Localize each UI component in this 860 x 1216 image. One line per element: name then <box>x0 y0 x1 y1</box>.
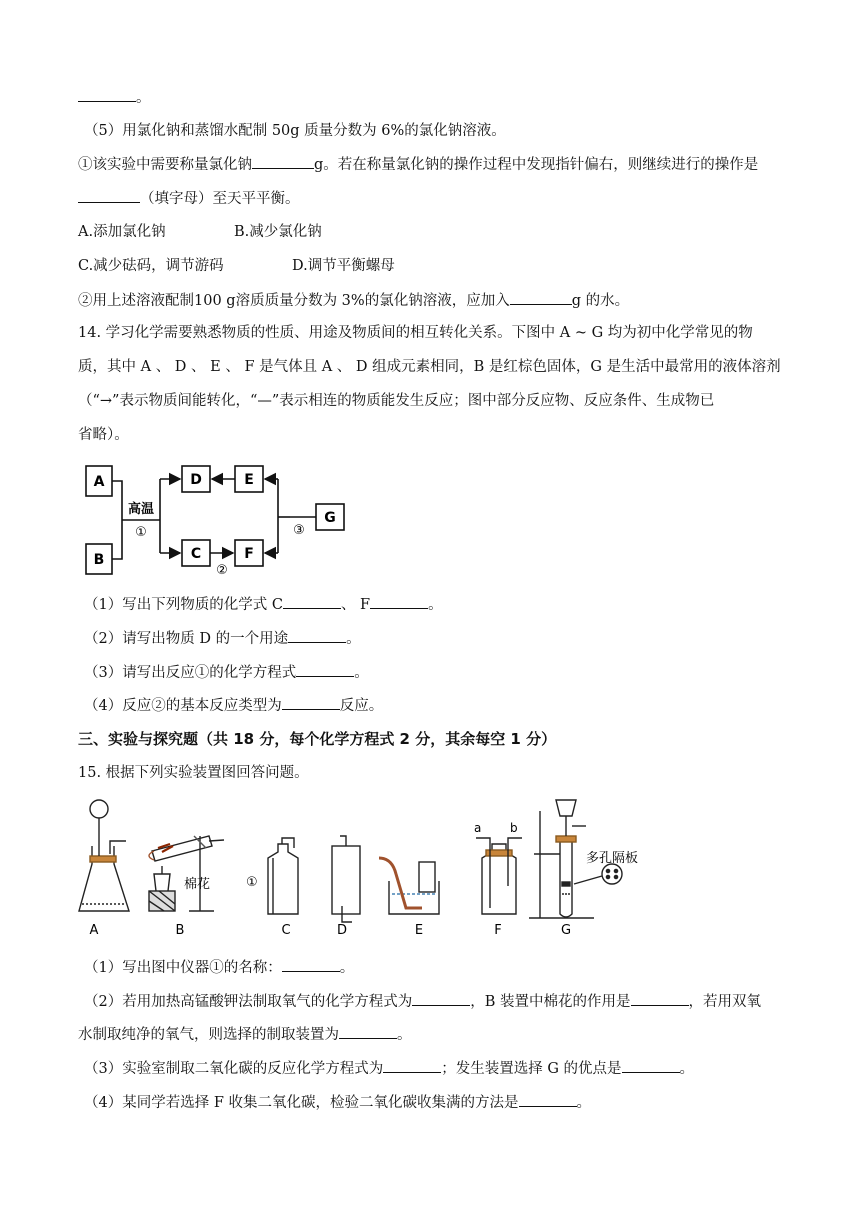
answer-blank[interactable] <box>282 957 340 972</box>
q5-part1: ①该实验中需要称量氯化钠 g。若在称量氯化钠的操作过程中发现指针偏右，则继续进行的操作是 <box>78 154 790 175</box>
answer-blank[interactable] <box>631 991 689 1006</box>
cotton-label: 棉花 <box>184 877 211 892</box>
q5-part2: ②用上述溶液配制100 g溶质质量分数为 3%的氯化钠溶液，应加入 g 的水。 <box>78 290 790 311</box>
answer-blank[interactable] <box>383 1058 441 1073</box>
answer-blank[interactable] <box>370 594 428 609</box>
answer-blank[interactable] <box>510 290 572 305</box>
options-cd <box>78 256 790 276</box>
port-a-label: a <box>474 821 482 835</box>
q15-sub2-cont: 水制取纯净的氧气，则选择的制取装置为 。 <box>78 1024 790 1045</box>
option-a[interactable]: A.添加氯化钠 <box>78 224 166 240</box>
q15-sub2: （2）若用加热高锰酸钾法制取氧气的化学方程式为 ，B 装置中棉花的作用是 ，若用双氧 <box>84 991 790 1012</box>
apparatus-b <box>149 836 224 911</box>
port-b-label: b <box>510 821 518 835</box>
answer-blank[interactable] <box>78 87 136 102</box>
q14-stem-3: （“→”表示物质间能转化，“—”表示相连的物质能发生反应；图中部分反应物、反应条件、生成物已 <box>78 393 715 409</box>
apparatus-c <box>268 838 298 914</box>
line-blank-tail: 。 <box>78 87 790 108</box>
answer-blank[interactable] <box>78 188 140 203</box>
node-b: B <box>93 552 105 568</box>
answer-blank[interactable] <box>339 1024 397 1039</box>
node-g: G <box>324 510 336 526</box>
condition-label: 高温 <box>127 502 155 517</box>
reaction-mark-2: ② <box>216 563 228 578</box>
answer-blank[interactable] <box>288 628 346 643</box>
answer-blank[interactable] <box>412 991 470 1006</box>
label-g: G <box>560 923 572 938</box>
porous-plate-label: 多孔隔板 <box>586 851 639 866</box>
q14-sub4: （4）反应②的基本反应类型为 反应。 <box>84 695 790 716</box>
node-c: C <box>190 546 202 562</box>
option-b[interactable]: B.减少氯化钠 <box>234 224 322 240</box>
node-d: D <box>190 472 202 488</box>
q14-sub1: （1）写出下列物质的化学式 C 、 F 。 <box>84 594 790 615</box>
answer-blank[interactable] <box>282 695 340 710</box>
answer-blank[interactable] <box>519 1092 577 1107</box>
q15-stem: 15. 根据下列实验装置图回答问题。 <box>78 765 309 781</box>
option-c[interactable]: C.减少砝码，调节游码 <box>78 258 224 274</box>
q14-sub3: （3）请写出反应①的化学方程式 。 <box>84 662 790 683</box>
answer-blank[interactable] <box>252 154 314 169</box>
apparatus-d <box>332 836 360 922</box>
node-e: E <box>244 472 254 488</box>
answer-blank[interactable] <box>622 1058 680 1073</box>
transformation-diagram <box>80 458 360 580</box>
q15-sub1: （1）写出图中仪器①的名称： 。 <box>84 957 790 978</box>
q14-stem-2: 质，其中 A 、 D 、 E 、 F 是气体且 A 、 D 组成元素相同，B 是红棕色固体，G 是生活中最常用的液体溶剂 <box>78 359 781 375</box>
q5-stem: （5）用氯化钠和蒸馏水配制 50g 质量分数为 6%的氯化钠溶液。 <box>84 123 506 139</box>
q14-sub2: （2）请写出物质 D 的一个用途 。 <box>84 628 790 649</box>
label-a: A <box>89 923 99 938</box>
node-a: A <box>93 474 105 490</box>
instrument-mark: ① <box>246 875 258 890</box>
label-c: C <box>281 923 291 938</box>
q15-sub3: （3）实验室制取二氧化碳的反应化学方程式为 ；发生装置选择 G 的优点是 。 <box>84 1058 790 1079</box>
apparatus-a <box>79 800 129 911</box>
label-b: B <box>175 923 185 938</box>
q14-stem-1: 14. 学习化学需要熟悉物质的性质、用途及物质间的相互转化关系。下图中 A ~ G 均为初中化学常见的物 <box>78 325 753 341</box>
q14-stem-4: 省略）。 <box>78 427 129 443</box>
answer-blank[interactable] <box>296 662 354 677</box>
options-ab <box>78 222 790 242</box>
apparatus-e <box>379 858 439 914</box>
node-f: F <box>244 546 254 562</box>
label-d: D <box>336 923 348 938</box>
q5-part1-cont: （填字母）至天平平衡。 <box>78 188 790 209</box>
section-heading: 三、实验与探究题（共 18 分，每个化学方程式 2 分，其余每空 1 分） <box>78 730 557 748</box>
apparatus-figure <box>74 796 654 942</box>
q15-sub4: （4）某同学若选择 F 收集二氧化碳，检验二氧化碳收集满的方法是 。 <box>84 1092 790 1113</box>
label-f: F <box>494 923 502 938</box>
label-e: E <box>414 923 424 938</box>
apparatus-f <box>476 838 522 914</box>
reaction-mark-1: ① <box>135 525 147 540</box>
reaction-mark-3: ③ <box>293 523 305 538</box>
option-d[interactable]: D.调节平衡螺母 <box>292 258 395 274</box>
answer-blank[interactable] <box>283 594 341 609</box>
